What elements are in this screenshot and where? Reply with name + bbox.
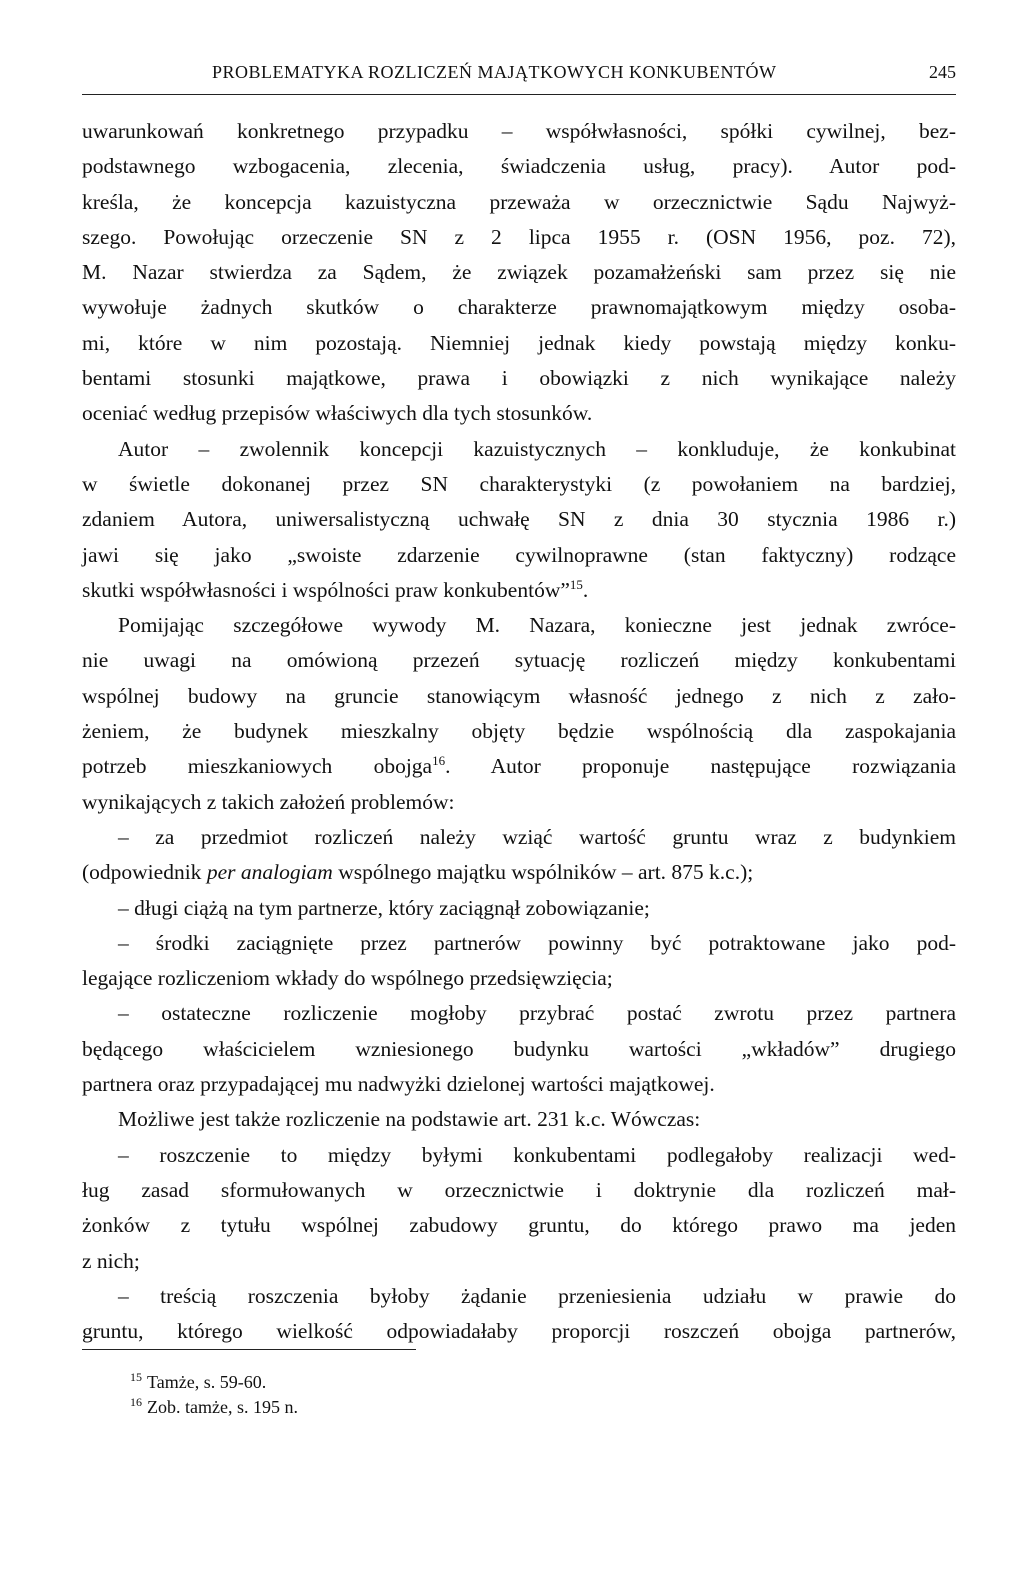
text-line: będącego właścicielem wzniesionego budynku wartości „wkładów” drugiego — [82, 1036, 956, 1061]
page-number: 245 — [929, 62, 956, 82]
text-line: M. Nazar stwierdza za Sądem, że związek pozamałżeński sam przez się nie — [82, 260, 956, 285]
text-fragment: . Autor proponuje następujące rozwiązania — [445, 754, 956, 779]
text-line: żeniem, że budynek mieszkalny objęty będzie wspólnością dla zaspokajania — [82, 719, 956, 744]
footnote-text: Zob. tamże, s. 195 n. — [147, 1397, 298, 1417]
text-line: kreśla, że koncepcja kazuistyczna przeważa w orzecznictwie Sądu Najwyż- — [82, 189, 956, 214]
italic-phrase: per analogiam — [206, 860, 333, 885]
text-line: legające rozliczeniom wkłady do wspólnego przedsięwzięcia; — [82, 966, 613, 991]
text-line — [82, 855, 956, 890]
text-line: partnera oraz przypadającej mu nadwyżki dzielonej wartości majątkowej. — [82, 1072, 715, 1097]
text-line: nie uwagi na omówioną przezeń sytuację rozliczeń między konkubentami — [82, 648, 956, 673]
text-fragment: wspólnego majątku wspólników – art. 875 k.c.); — [332, 860, 754, 885]
text-line: wynikających z takich założeń problemów: — [82, 789, 455, 814]
main-text — [82, 114, 956, 1349]
list-item: – roszczenie to między byłymi konkubentami podlegałoby realizacji wed- — [118, 1142, 956, 1167]
text-line: podstawnego wzbogacenia, zlecenia, świadczenia usług, pracy). Autor pod- — [82, 154, 956, 179]
footnote-divider — [82, 1349, 416, 1350]
text-fragment: potrzeb mieszkaniowych obojga — [82, 754, 433, 779]
list-item: – środki zaciągnięte przez partnerów powinny być potraktowane jako pod- — [118, 930, 956, 955]
footnote-ref-16[interactable]: 16 — [432, 753, 446, 769]
text-fragment: . — [582, 577, 589, 602]
running-header — [82, 62, 956, 95]
list-item: – treścią roszczenia byłoby żądanie przeniesienia udziału w prawie do — [118, 1283, 956, 1308]
text-line: z nich; — [82, 1248, 140, 1273]
text-line: oceniać według przepisów właściwych dla tych stosunków. — [82, 401, 593, 426]
text-line — [82, 573, 956, 608]
text-line: bentami stosunki majątkowe, prawa i obowiązki z nich wynikające należy — [82, 366, 956, 391]
footnote-number: 15 — [130, 1370, 142, 1384]
text-line: Możliwe jest także rozliczenie na podstawie art. 231 k.c. Wówczas: — [118, 1107, 701, 1132]
text-line: jawi się jako „swoiste zdarzenie cywilnoprawne (stan faktyczny) rodzące — [82, 542, 956, 567]
footnote-15 — [130, 1370, 298, 1395]
text-line: Pomijając szczegółowe wywody M. Nazara, konieczne jest jednak zwróce- — [118, 613, 956, 638]
footnote-text: Tamże, s. 59-60. — [147, 1372, 267, 1392]
text-line: Autor – zwolennik koncepcji kazuistycznych – konkluduje, że konkubinat — [118, 436, 956, 461]
text-line: gruntu, którego wielkość odpowiadałaby proporcji roszczeń obojga partnerów, — [82, 1319, 956, 1344]
text-line: uwarunkowań konkretnego przypadku – współwłasności, spółki cywilnej, bez- — [82, 119, 956, 143]
text-line: wywołuje żadnych skutków o charakterze prawnomajątkowym między osoba- — [82, 295, 956, 320]
text-line: zdaniem Autora, uniwersalistyczną uchwałę SN z dnia 30 stycznia 1986 r.) — [82, 507, 956, 532]
text-fragment: (odpowiednik — [82, 860, 207, 885]
text-line: wspólnej budowy na gruncie stanowiącym własność jednego z nich z zało- — [82, 683, 956, 708]
text-line: w świetle dokonanej przez SN charakterystyki (z powołaniem na bardziej, — [82, 471, 956, 496]
text-line: szego. Powołując orzeczenie SN z 2 lipca 1955 r. (OSN 1956, poz. 72), — [82, 224, 956, 249]
list-item: – długi ciążą na tym partnerze, który zaciągnął zobowiązanie; — [118, 895, 650, 920]
text-line: żonków z tytułu wspólnej zabudowy gruntu, do którego prawo ma jeden — [82, 1213, 956, 1238]
text-line: ług zasad sformułowanych w orzecznictwie i doktrynie dla rozliczeń mał- — [82, 1177, 956, 1202]
list-item: – ostateczne rozliczenie mogłoby przybrać postać zwrotu przez partnera — [118, 1001, 956, 1026]
text-fragment: skutki współwłasności i wspólności praw konkubentów” — [82, 577, 570, 602]
footnote-16 — [130, 1395, 298, 1420]
footnote-ref-15[interactable]: 15 — [569, 576, 583, 592]
running-title: PROBLEMATYKA ROZLICZEŃ MAJĄTKOWYCH KONKUBENTÓW — [212, 62, 777, 82]
text-line — [82, 749, 956, 784]
footnotes — [130, 1370, 298, 1420]
text-line: mi, które w nim pozostają. Niemniej jednak kiedy powstają między konku- — [82, 330, 956, 355]
footnote-number: 16 — [130, 1395, 142, 1409]
list-item: – za przedmiot rozliczeń należy wziąć wartość gruntu wraz z budynkiem — [118, 824, 956, 849]
